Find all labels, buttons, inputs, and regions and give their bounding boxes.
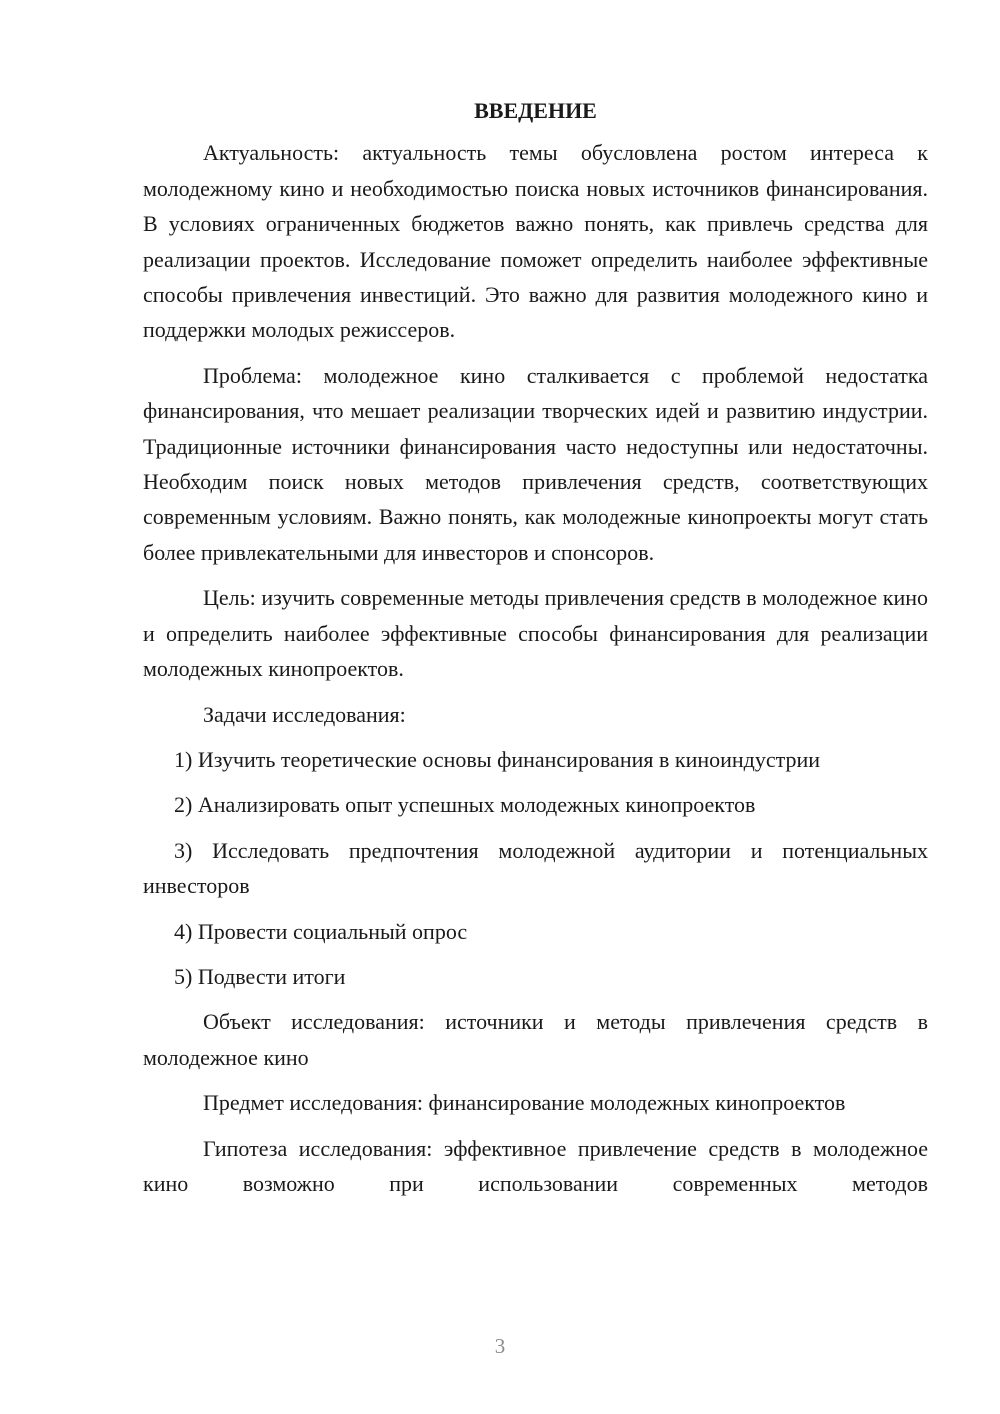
- paragraph-object: Объект исследования: источники и методы привлечения средств в молодежное кино: [143, 1009, 928, 1070]
- page-content: [143, 93, 928, 1201]
- paragraph-relevance: Актуальность: актуальность темы обусловлена ростом интереса к молодежному кино и необходимостью поиска новых источников финансирования. В условиях ограниченных бюджетов важно понять, как привлечь средства для реализации проектов. Исследование поможет определить наиболее эффективные способы привлечения инвестиций. Это важно для развития молодежного кино и поддержки молодых режиссеров.: [143, 140, 928, 343]
- section-title: ВВЕДЕНИЕ: [474, 98, 597, 123]
- paragraph-problem: Проблема: молодежное кино сталкивается с проблемой недостатка финансирования, что мешает реализации творческих идей и развитию индустрии. Традиционные источники финансирования часто недоступны или недостаточны. Необходим поиск новых методов привлечения средств, соответствующих современным условиям. Важно понять, как молодежные кинопроекты могут стать более привлекательными для инвесторов и спонсоров.: [143, 362, 928, 565]
- task-item: 1) Изучить теоретические основы финансирования в киноиндустрии: [174, 746, 821, 772]
- page-number: 3: [494, 1334, 506, 1358]
- task-item: 2) Анализировать опыт успешных молодежных кинопроектов: [174, 792, 756, 818]
- task-item: 3) Исследовать предпочтения молодежной аудитории и потенциальных инвесторов: [143, 837, 928, 899]
- paragraph-goal: Цель: изучить современные методы привлечения средств в молодежное кино и определить наиболее эффективные способы финансирования для реализации молодежных кинопроектов.: [143, 585, 928, 682]
- task-item: 4) Провести социальный опрос: [174, 918, 468, 944]
- paragraph-subject: Предмет исследования: финансирование молодежных кинопроектов: [203, 1090, 846, 1116]
- tasks-heading: Задачи исследования:: [203, 701, 406, 727]
- task-item: 5) Подвести итоги: [174, 963, 346, 989]
- paragraph-hypothesis: Гипотеза исследования: эффективное привлечение средств в молодежное кино возможно при использовании современных методов: [143, 1135, 928, 1196]
